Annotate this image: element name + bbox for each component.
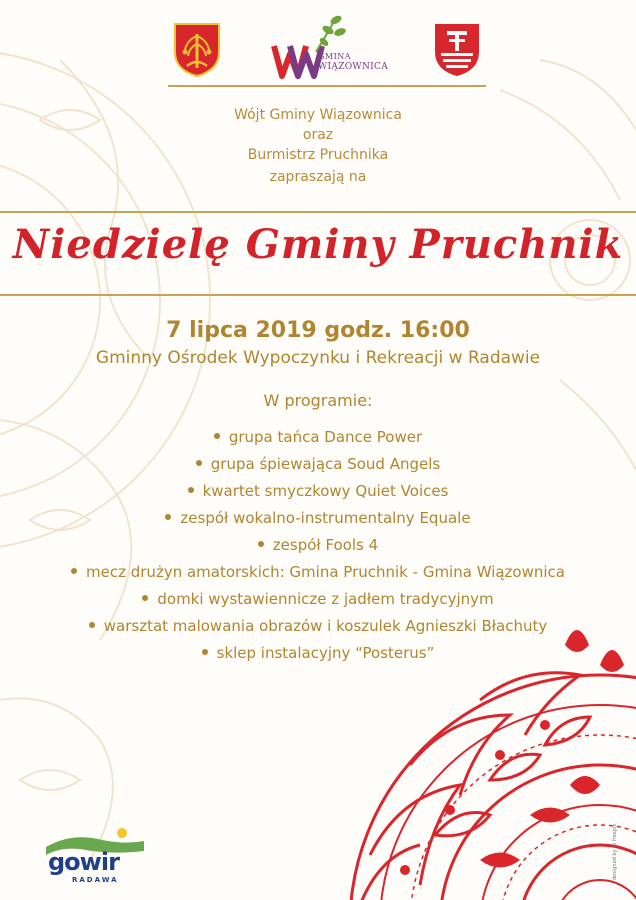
bullet-icon: [202, 649, 208, 655]
bullet-icon: [71, 568, 77, 574]
gowir-logo-subtitle: RADAWA: [72, 876, 119, 884]
gmina-logo-line2: WIĄZOWNICA: [318, 62, 389, 72]
event-venue: Gminny Ośrodek Wypoczynku i Rekreacji w Radawie: [95, 348, 541, 368]
designer-credit: designed by ☺ freepik: [612, 823, 618, 880]
bullet-icon: [188, 487, 194, 493]
event-title: Niedzielę Gminy Pruchnik: [12, 221, 624, 268]
bullet-icon: [258, 541, 264, 547]
title-bottom-rule: [0, 294, 636, 296]
program-item: sklep instalacyjny “Posterus”: [0, 641, 636, 668]
invitation-line-2: oraz: [302, 127, 334, 143]
program-item: zespół Fools 4: [0, 533, 636, 560]
header-divider: [168, 85, 486, 87]
wiazownica-coat-of-arms-icon: [433, 22, 481, 78]
program-item: warsztat malowania obrazów i koszulek Agnieszki Błachuty: [0, 614, 636, 641]
bullet-icon: [214, 433, 220, 439]
gmina-logo-line1: GMINA: [318, 52, 352, 61]
pruchnik-coat-of-arms-icon: [173, 22, 221, 78]
invitation-line-4: zapraszają na: [269, 169, 367, 185]
event-date-time: 7 lipca 2019 godz. 16:00: [166, 318, 470, 343]
red-mandala-ornament-icon: [300, 605, 636, 900]
program-item: grupa tańca Dance Power: [0, 425, 636, 452]
program-item: kwartet smyczkowy Quiet Voices: [0, 479, 636, 506]
bullet-icon: [196, 460, 202, 466]
invitation-line-3: Burmistrz Pruchnika: [247, 147, 389, 163]
program-heading: W programie:: [263, 391, 373, 410]
program-item: zespół wokalno-instrumentalny Equale: [0, 506, 636, 533]
program-item: domki wystawiennicze z jadłem tradycyjnym: [0, 587, 636, 614]
gowir-logo-word: gowir: [48, 848, 119, 876]
bullet-icon: [142, 595, 148, 601]
bullet-icon: [89, 622, 95, 628]
invitation-line-1: Wójt Gminy Wiązownica: [234, 107, 402, 123]
program-item: mecz drużyn amatorskich: Gmina Pruchnik - Gmina Wiązownica: [0, 560, 636, 587]
title-top-rule: [0, 211, 636, 213]
program-item: grupa śpiewająca Soud Angels: [0, 452, 636, 479]
bullet-icon: [165, 514, 171, 520]
